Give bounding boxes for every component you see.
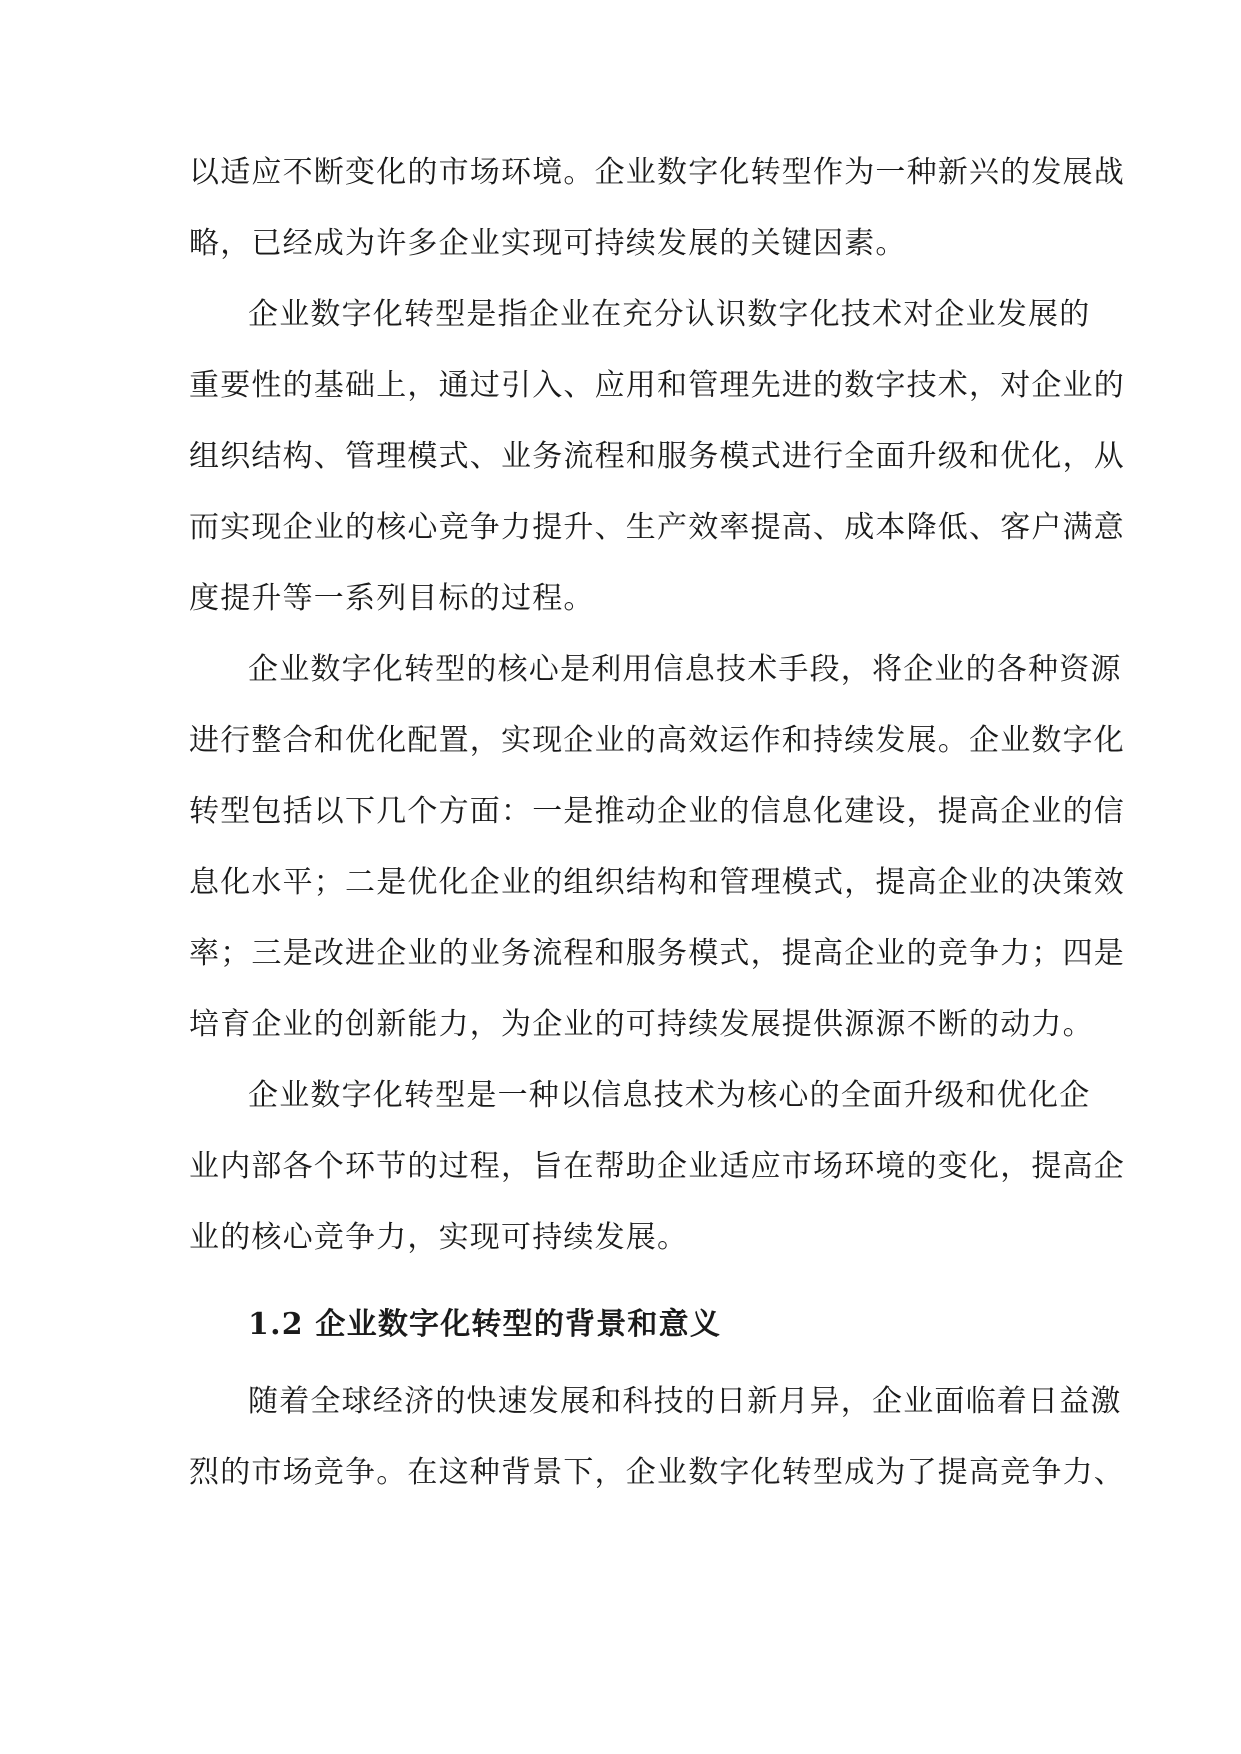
- section-paragraph-line-1: 随着全球经济的快速发展和科技的日新月异，企业面临着日益激: [248, 1384, 1122, 1419]
- paragraph-2-line-1: 企业数字化转型是指企业在充分认识数字化技术对企业发展的: [248, 297, 1091, 332]
- paragraph-2-line-4: 而实现企业的核心竞争力提升、生产效率提高、成本降低、客户满意: [189, 510, 1125, 545]
- paragraph-3-line-4: 息化水平；二是优化企业的组织结构和管理模式，提高企业的决策效: [189, 865, 1125, 900]
- paragraph-3-line-3: 转型包括以下几个方面：一是推动企业的信息化建设，提高企业的信: [189, 794, 1125, 829]
- paragraph-4-line-2: 业内部各个环节的过程，旨在帮助企业适应市场环境的变化，提高企: [189, 1149, 1125, 1184]
- paragraph-2-line-5: 度提升等一系列目标的过程。: [189, 581, 595, 616]
- paragraph-3-line-2: 进行整合和优化配置，实现企业的高效运作和持续发展。企业数字化: [189, 723, 1125, 758]
- paragraph-3-line-5: 率；三是改进企业的业务流程和服务模式，提高企业的竞争力；四是: [189, 936, 1125, 971]
- paragraph-4-line-1: 企业数字化转型是一种以信息技术为核心的全面升级和优化企: [248, 1078, 1091, 1113]
- paragraph-3-line-6: 培育企业的创新能力，为企业的可持续发展提供源源不断的动力。: [189, 1007, 1094, 1042]
- paragraph-3-line-1: 企业数字化转型的核心是利用信息技术手段，将企业的各种资源: [248, 652, 1122, 687]
- section-heading: 1.2 企业数字化转型的背景和意义: [248, 1307, 722, 1342]
- section-paragraph-line-2: 烈的市场竞争。在这种背景下，企业数字化转型成为了提高竞争力、: [189, 1455, 1125, 1490]
- paragraph-1-line-1: 以适应不断变化的市场环境。企业数字化转型作为一种新兴的发展战: [189, 155, 1125, 190]
- paragraph-2-line-2: 重要性的基础上，通过引入、应用和管理先进的数字技术，对企业的: [189, 368, 1125, 403]
- paragraph-1-line-2: 略，已经成为许多企业实现可持续发展的关键因素。: [189, 226, 907, 261]
- paragraph-4-line-3: 业的核心竞争力，实现可持续发展。: [189, 1220, 689, 1255]
- paragraph-2-line-3: 组织结构、管理模式、业务流程和服务模式进行全面升级和优化，从: [189, 439, 1125, 474]
